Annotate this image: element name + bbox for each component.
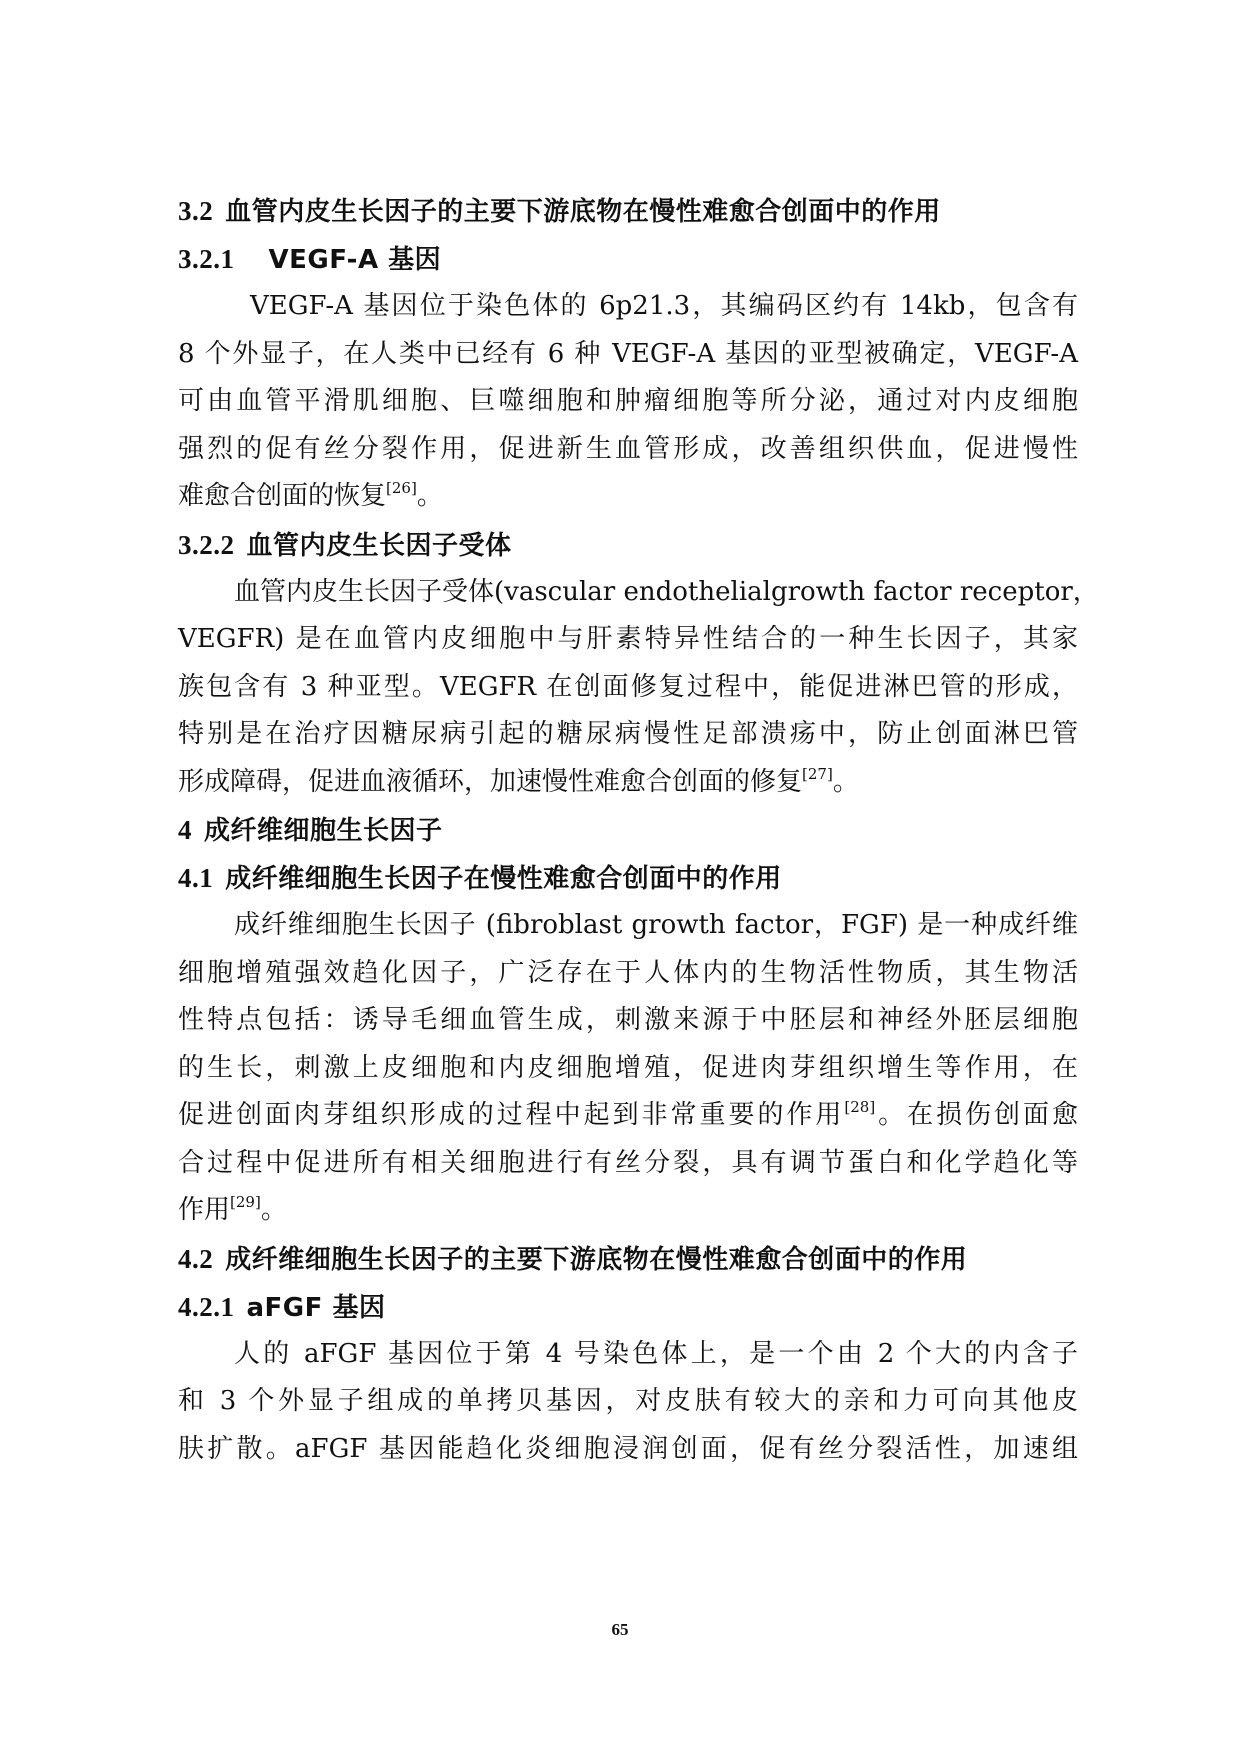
section-heading-4-2 xyxy=(178,1235,1078,1283)
paragraph-line: 特别是在治疗因糖尿病引起的糖尿病慢性足部溃疡中，防止创面淋巴管 xyxy=(178,719,1078,749)
section-title: 成纤维细胞生长因子的主要下游底物在慢性难愈合创面中的作用 xyxy=(225,1244,968,1275)
section-number: 4.2 xyxy=(178,1243,214,1274)
paragraph-vegf-a xyxy=(178,283,1078,521)
paragraph-line xyxy=(178,473,1078,521)
section-heading-3-2 xyxy=(178,187,1078,235)
section-heading-4-1 xyxy=(178,854,1078,902)
paragraph-fgf xyxy=(178,902,1078,1235)
section-number: 4.1 xyxy=(178,863,214,893)
paragraph-line: 可由血管平滑肌细胞、巨噬细胞和肿瘤细胞等所分泌，通过对内皮细胞 xyxy=(178,386,1078,416)
section-title: VEGF-A 基因 xyxy=(268,245,442,275)
section-title: 成纤维细胞生长因子在慢性难愈合创面中的作用 xyxy=(225,864,782,894)
paragraph-line: 族包含有 3 种亚型。VEGFR 在创面修复过程中，能促进淋巴管的形成， xyxy=(178,671,1078,702)
section-number: 3.2.1 xyxy=(178,244,235,274)
paragraph-line: 人的 aFGF 基因位于第 4 号染色体上，是一个由 2 个大的内含子 xyxy=(234,1338,1078,1369)
section-title: 成纤维细胞生长因子 xyxy=(204,816,443,846)
paragraph-end: 。 xyxy=(260,1195,287,1225)
paragraph-text: 难愈合创面的恢复 xyxy=(178,481,387,511)
paragraph-line: 细胞增殖强效趋化因子，广泛存在于人体内的生物活性物质，其生物活 xyxy=(178,957,1078,988)
citation-ref: [26] xyxy=(386,479,417,497)
paragraph-line: VEGF-A 基因位于染色体的 6p21.3，其编码区约有 14kb，包含有 xyxy=(250,291,1078,321)
paragraph-line: 血管内皮生长因子受体(vascular endothelialgrowth factor receptor， xyxy=(234,576,1099,607)
citation-ref: [27] xyxy=(802,764,833,783)
paragraph-text: 形成障碍，促进血液循环，加速慢性难愈合创面的修复 xyxy=(178,766,803,797)
paragraph-line: 和 3 个外显子组成的单拷贝基因，对皮肤有较大的亲和力可向其他皮 xyxy=(178,1386,1078,1416)
paragraph-line: 性特点包括：诱导毛细血管生成，刺激来源于中胚层和神经外胚层细胞 xyxy=(178,1005,1078,1035)
section-title: 血管内皮生长因子的主要下游底物在慢性难愈合创面中的作用 xyxy=(225,197,941,227)
citation-ref: [28] xyxy=(844,1098,876,1116)
paragraph-text: 。在损伤创面愈 xyxy=(875,1100,1078,1130)
paragraph-line: VEGFR) 是在血管内皮细胞中与肝素特异性结合的一种生长因子，其家 xyxy=(178,624,1078,654)
section-number: 4.2.1 xyxy=(178,1291,235,1322)
paragraph-line: 成纤维细胞生长因子 (fibroblast growth factor，FGF) 是一种成纤维 xyxy=(234,910,1078,940)
section-heading-4 xyxy=(178,806,1078,854)
section-title: aFGF 基因 xyxy=(246,1292,386,1323)
paragraph-line xyxy=(178,759,1078,807)
section-heading-3-2-1 xyxy=(178,235,1078,283)
paragraph-line xyxy=(178,1092,1078,1140)
paragraph-end: 。 xyxy=(416,481,443,511)
citation-ref: [29] xyxy=(230,1193,261,1211)
paragraph-text: 促进创面肉芽组织形成的过程中起到非常重要的作用 xyxy=(178,1100,845,1130)
section-number: 3.2 xyxy=(178,196,214,226)
paragraph-line: 强烈的促有丝分裂作用，促进新生血管形成，改善组织供血，促进慢性 xyxy=(178,433,1078,464)
paragraph-line xyxy=(178,1187,1078,1235)
paragraph-vegfr xyxy=(178,569,1099,807)
paragraph-end: 。 xyxy=(832,766,859,797)
section-heading-4-2-1 xyxy=(178,1283,1078,1331)
section-title: 血管内皮生长因子受体 xyxy=(246,530,512,561)
paragraph-afgf xyxy=(178,1331,1078,1474)
section-number: 3.2.2 xyxy=(178,529,235,560)
section-heading-3-2-2 xyxy=(178,521,1078,569)
paragraph-text: 作用 xyxy=(178,1195,231,1225)
page-body xyxy=(178,187,1099,1473)
paragraph-line: 8 个外显子，在人类中已经有 6 种 VEGF-A 基因的亚型被确定，VEGF-A xyxy=(178,338,1078,369)
section-number: 4 xyxy=(178,815,192,845)
paragraph-line: 合过程中促进所有相关细胞进行有丝分裂，具有调节蛋白和化学趋化等 xyxy=(178,1147,1078,1178)
paragraph-line: 的生长，刺激上皮细胞和内皮细胞增殖，促进肉芽组织增生等作用，在 xyxy=(178,1052,1078,1083)
page-number: 65 xyxy=(611,1620,629,1639)
paragraph-line: 肤扩散。aFGF 基因能趋化炎细胞浸润创面，促有丝分裂活性，加速组 xyxy=(178,1433,1078,1464)
